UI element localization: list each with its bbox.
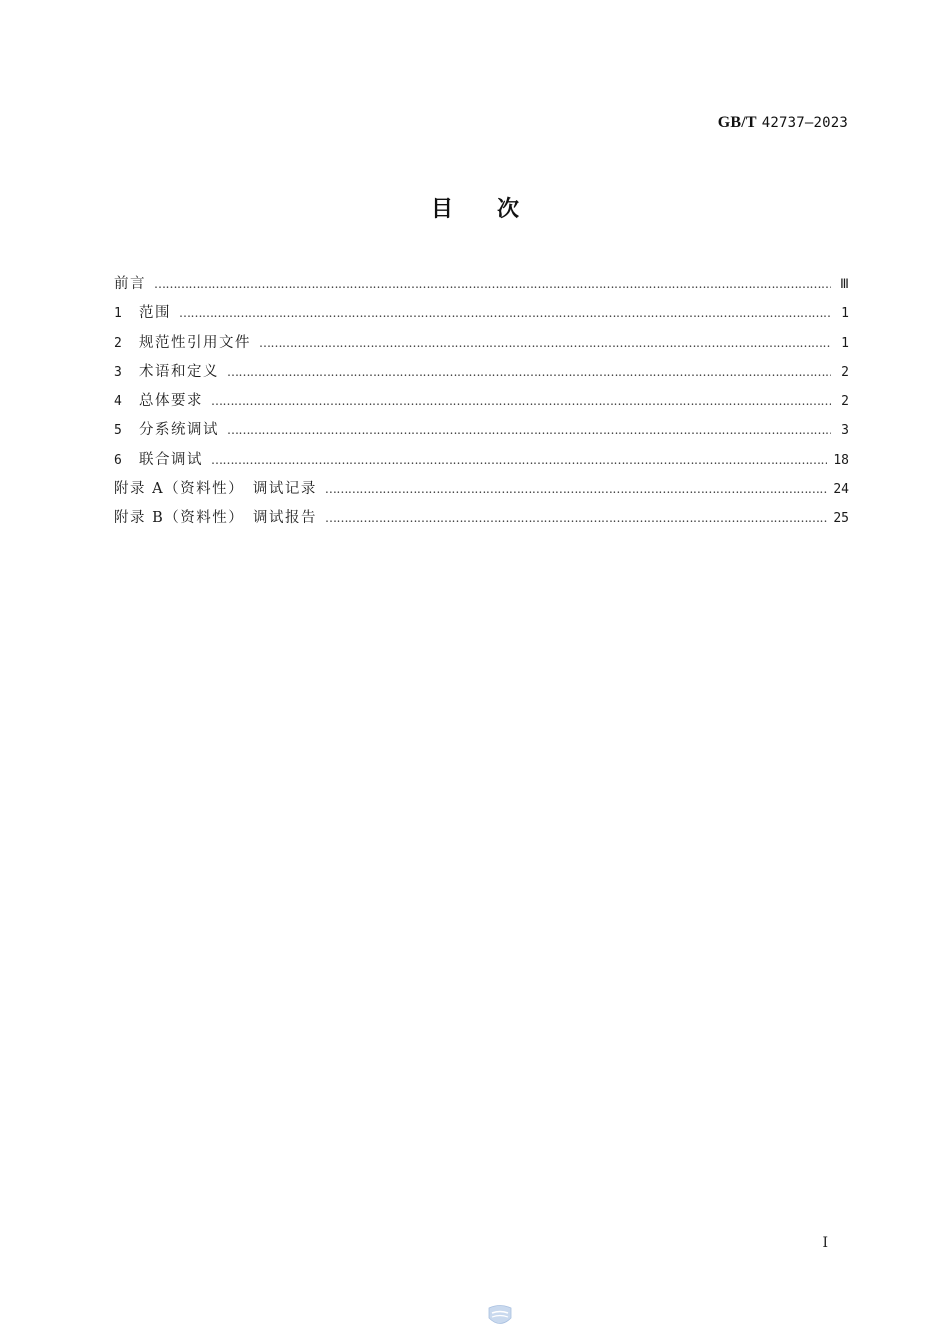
toc-item-general-requirements[interactable]	[114, 387, 849, 416]
toc-item-joint-commissioning[interactable]	[114, 446, 849, 475]
toc-section-number: 2	[114, 335, 122, 351]
toc-leader	[325, 475, 828, 504]
toc-page: Ⅲ	[840, 277, 849, 292]
standard-number	[718, 113, 848, 132]
toc-label: 前言	[114, 276, 146, 292]
toc-item-annex-b[interactable]	[114, 504, 849, 533]
toc-leader	[227, 358, 831, 387]
toc-label: 附录 B（资料性） 调试报告	[114, 510, 318, 527]
toc-title: 目次	[430, 197, 563, 222]
toc-page: 1	[841, 335, 849, 351]
toc-item-normative-references[interactable]	[114, 329, 849, 358]
toc-item-subsystem-commissioning[interactable]	[114, 416, 849, 445]
toc-label: 附录 A（资料性） 调试记录	[114, 481, 317, 498]
toc-section-number: 3	[114, 364, 122, 380]
standard-prefix: GB/T	[717, 114, 757, 131]
sac-logo-graphic	[487, 1304, 513, 1328]
toc-page: 24	[833, 482, 849, 498]
toc-page: 2	[841, 394, 849, 410]
toc-page: 2	[841, 364, 849, 380]
toc-label: 5 分系统调试	[114, 416, 219, 445]
toc-leader	[211, 446, 827, 475]
toc-item-foreword[interactable]	[114, 270, 849, 299]
toc-leader	[227, 416, 831, 445]
sac-logo-icon	[487, 1304, 513, 1328]
toc-section-number: 4	[114, 394, 122, 410]
toc-list	[114, 270, 849, 534]
toc-label: 6 联合调试	[114, 446, 203, 475]
toc-label: 1 范围	[114, 299, 171, 328]
toc-item-annex-a[interactable]	[114, 475, 849, 504]
standard-code: 42737—2023	[761, 115, 848, 131]
toc-page: 1	[841, 306, 849, 322]
toc-label: 2 规范性引用文件	[114, 329, 251, 358]
toc-section-number: 1	[114, 306, 122, 322]
toc-leader	[325, 504, 827, 533]
toc-leader	[259, 329, 831, 358]
toc-page: 3	[841, 423, 849, 439]
toc-leader	[179, 299, 831, 328]
page-number: I	[822, 1235, 828, 1251]
toc-leader	[154, 270, 831, 299]
toc-section-number: 5	[114, 423, 122, 439]
toc-leader	[211, 387, 831, 416]
toc-item-scope[interactable]	[114, 299, 849, 328]
toc-label: 3 术语和定义	[114, 358, 219, 387]
toc-label: 4 总体要求	[114, 387, 203, 416]
toc-section-number: 6	[114, 452, 122, 468]
toc-item-terms-definitions[interactable]	[114, 358, 849, 387]
toc-page: 18	[833, 452, 849, 468]
toc-page: 25	[833, 511, 849, 527]
